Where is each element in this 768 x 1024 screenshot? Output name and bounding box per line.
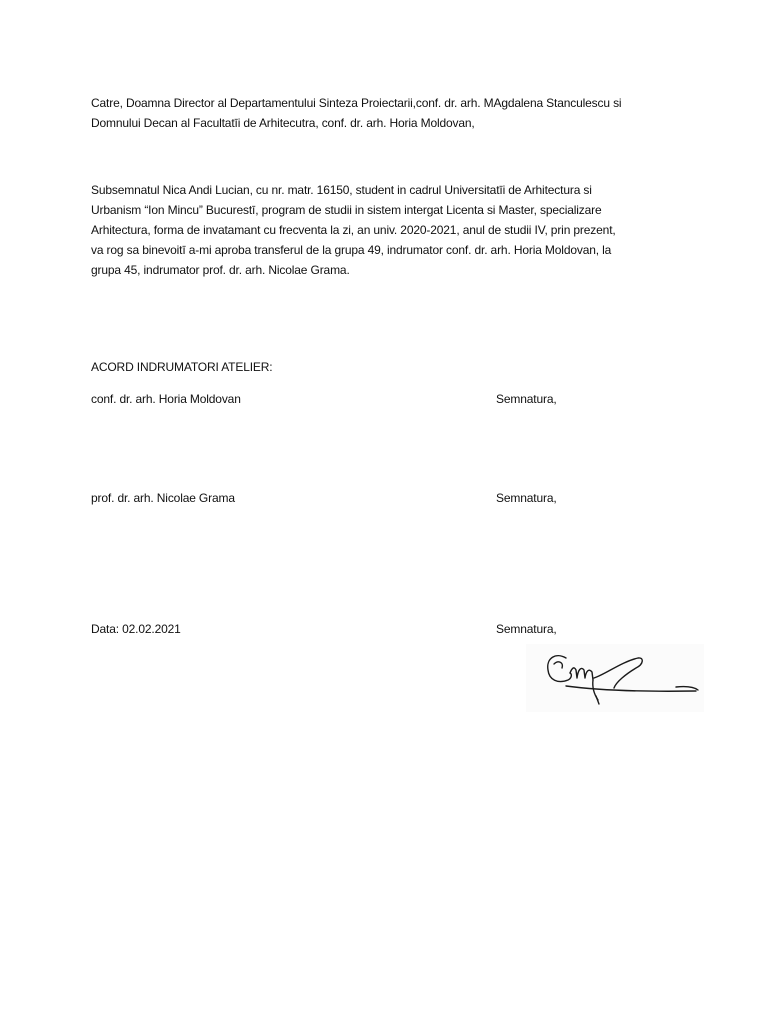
request-paragraph	[91, 180, 616, 280]
tutor-2-name: prof. dr. arh. Nicolae Grama	[91, 491, 235, 505]
tutor-2-signature-label: Semnatura,	[496, 491, 557, 505]
request-line: Urbanism “Ion Mincu” Bucurestī, program de studii in sistem intergat Licenta si Master, specializare	[91, 203, 602, 217]
approval-heading: ACORD INDRUMATORI ATELIER:	[91, 360, 273, 374]
request-line: grupa 45, indrumator prof. dr. arh. Nicolae Grama.	[91, 263, 350, 277]
tutor-1-signature-label: Semnatura,	[496, 392, 557, 406]
addressee-line: Domnului Decan al Facultatīi de Arhitecutra, conf. dr. arh. Horia Moldovan,	[91, 116, 475, 130]
addressee-line: Catre, Doamna Director al Departamentului Sinteza Proiectarii,conf. dr. arh. MAgdalena Stanculescu si	[91, 96, 622, 110]
request-line: Arhitectura, forma de invatamant cu frecventa la zi, an univ. 2020-2021, anul de studii IV, prin prezent,	[91, 223, 616, 237]
student-signature-label: Semnatura,	[496, 622, 557, 636]
handwritten-signature	[526, 644, 704, 712]
date-label: Data: 02.02.2021	[91, 622, 181, 636]
addressee-paragraph	[91, 93, 621, 133]
request-line: va rog sa binevoitī a-mi aproba transferul de la grupa 49, indrumator conf. dr. arh. Horia Moldovan, la	[91, 243, 612, 257]
request-line: Subsemnatul Nica Andi Lucian, cu nr. matr. 16150, student in cadrul Universitatīi de Arhitectura si	[91, 183, 592, 197]
tutor-1-name: conf. dr. arh. Horia Moldovan	[91, 392, 241, 406]
signature-drawing	[526, 644, 704, 712]
